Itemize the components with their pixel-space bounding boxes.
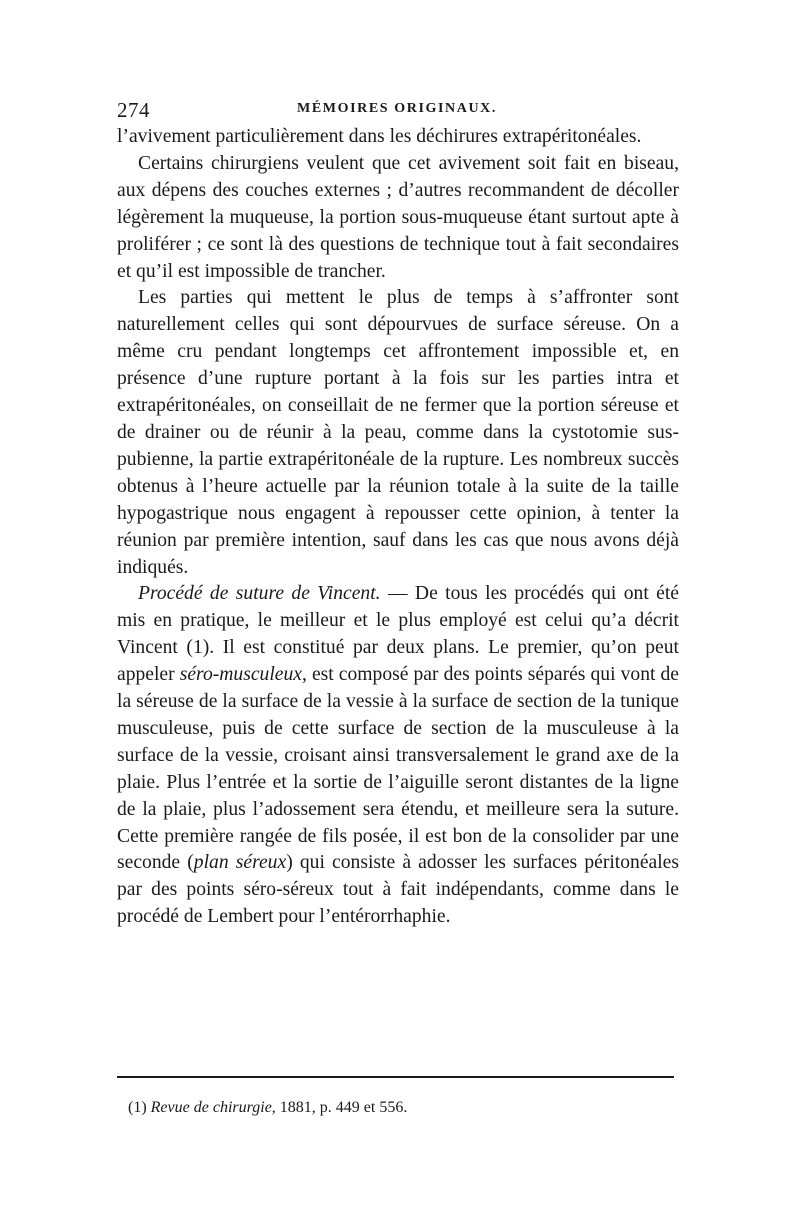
page-number: 274	[117, 98, 150, 122]
term-plan-sereux: plan séreux	[193, 852, 287, 874]
footnote-journal: Revue de chirurgie	[150, 1099, 272, 1116]
running-head: MÉMOIRES ORIGINAUX.	[297, 101, 497, 116]
footnote-rule	[117, 1076, 674, 1078]
body-text	[117, 124, 679, 931]
footnote	[128, 1098, 668, 1118]
vincent-text-part-3: ) qui consiste à adosser les surfaces péritonéales par des points séro-séreux tout à fait indépendants, comme dans le procédé de Lembert pour l’entérorrhaphie.	[117, 852, 679, 928]
paragraph-continuation: l’avivement particulièrement dans les déchirures extrapéritonéales.	[117, 126, 642, 147]
vincent-text-part-1: — De tous les procédés qui ont été mis en pratique, le meilleur et le plus employé est celui qu’a décrit Vincent (1). Il est constitué par deux plans. Le premier, qu’on peut appeler	[117, 583, 679, 686]
footnote-reference: , 1881, p. 449 et 556.	[271, 1099, 408, 1116]
paragraph-vincent	[117, 581, 679, 931]
section-title: Procédé de suture de Vincent.	[138, 583, 381, 605]
paragraph-avivement: Certains chirurgiens veulent que cet avivement soit fait en biseau, aux dépens des couches externes ; d’autres recommandent de décoller légèrement la muqueuse, la portion sous-muqueuse étant surtout apte à proliférer ; ce sont là des questions de technique tout à fait secondaires et qu’il est impossible de trancher.	[117, 152, 679, 282]
term-sero-musculeux: séro-musculeux	[179, 664, 302, 686]
page-header	[117, 98, 677, 124]
footnote-marker: (1)	[128, 1099, 151, 1116]
vincent-text-part-2: , est composé par des points séparés qui vont de la séreuse de la surface de la vessie à la surface de section de la tunique musculeuse, puis de cette surface de section de la musculeuse à la surface de la vessie, croisant ainsi transversalement le grand axe de la plaie. Plus l’entrée et la sortie de l’aiguille seront distantes de la ligne de la plaie, plus l’adossement sera étendu, et meilleure sera la suture. Cette première rangée de fils posée, il est bon de la consolider par une seconde (	[117, 664, 679, 874]
paragraph-affrontement: Les parties qui mettent le plus de temps à s’affronter sont naturellement celles qui sont dépourvues de surface séreuse. On a même cru pendant longtemps cet affrontement impossible et, en présence d’une rupture portant à la fois sur les parties intra et extrapéritonéales, on conseillait de ne fermer que la portion séreuse et de drainer ou de réunir à la peau, comme dans la cystotomie sus-pubienne, la partie extrapéritonéale de la rupture. Les nombreux succès obtenus à l’heure actuelle par la réunion totale à la suite de la taille hypogastrique nous engagent à repousser cette opinion, à tenter la réunion par première intention, sauf dans les cas que nous avons déjà indiqués.	[117, 287, 679, 578]
